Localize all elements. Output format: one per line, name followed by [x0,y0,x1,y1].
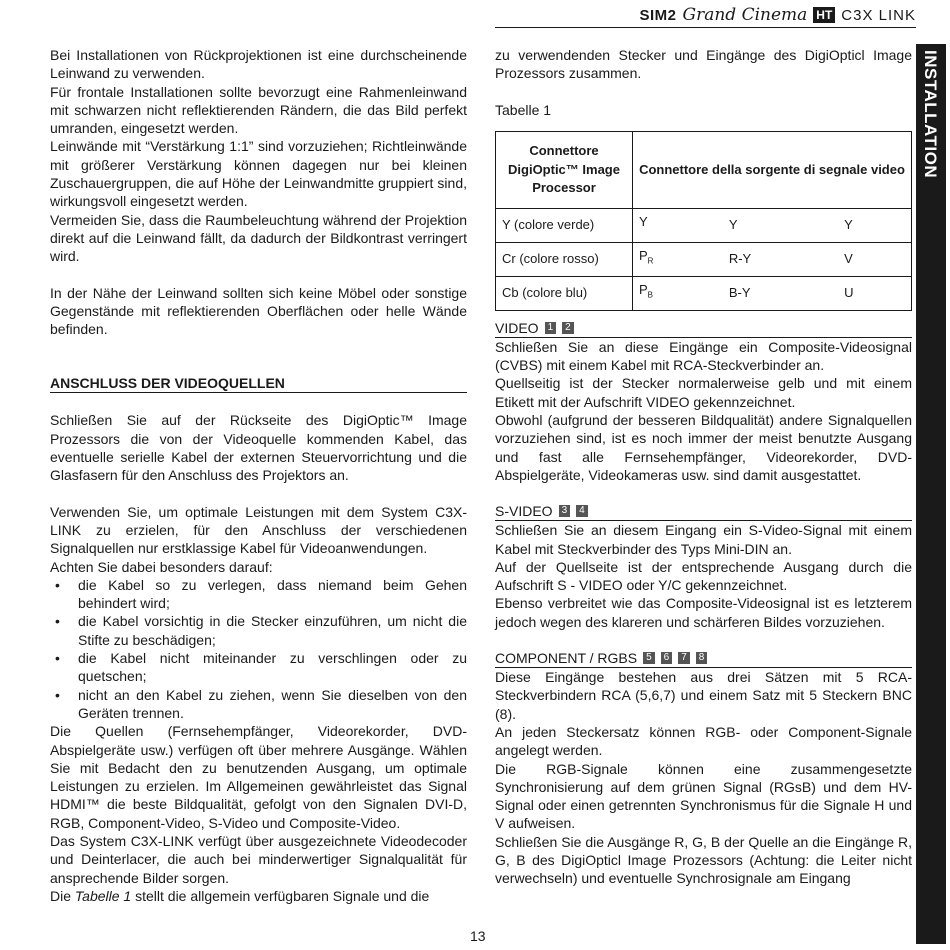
table-reference: Tabelle 1 [74,887,132,904]
brand-model: Grand Cinema [682,5,808,25]
section-heading-svideo [495,502,912,521]
paragraph: Schließen Sie auf der Rückseite des DigiOptic™ Image Prozessors die von der Videoquelle kommenden Kabel, das eventuelle serielle Kabel der externen Steuervorrichtung und die Glasfasern für den Anschluss des Projektors an. [50,412,467,484]
table-header-cell: Connettore della sorgente di segnale video [633,131,912,208]
paragraph: Verwenden Sie, um optimale Leistungen mit dem System C3X-LINK zu erzielen, für den Anschluss der verschiedenen Signalquellen nur erstklassige Kabel für Videoanwendungen. [50,503,467,557]
brand-sim: SIM2 [639,6,677,24]
section-heading-video [495,319,912,338]
page-header [639,4,916,26]
table-header-cell: Connettore DigiOptic™ Image Processor [496,131,633,208]
input-number-badge: 1 [545,322,557,334]
table-cell: V [838,242,911,276]
table-cell: Y (colore verde) [496,208,633,242]
table-cell: Cr (colore rosso) [496,242,633,276]
input-number-badge: 2 [562,322,574,334]
cell-subscript: B [647,291,654,301]
table-cell: R-Y [723,242,838,276]
table-cell: Y [838,208,911,242]
paragraph: Diese Eingänge bestehen aus drei Sätzen mit 5 RCA-Steckverbindern RCA (5,6,7) und einem Satz mit 5 Steckern BNC (8). [495,669,912,722]
cell-text: P [639,282,648,298]
cell-text: Y [639,214,648,230]
input-number-badge: 4 [576,505,588,517]
table-cell: Cb (colore blu) [496,276,633,310]
table-cell: Y [723,208,838,242]
list-item: • die Kabel vorsichtig in die Stecker einzuführen, um nicht die Stifte zu beschädigen; [50,612,467,649]
bullet-list [50,576,467,722]
header-rule [495,27,916,28]
list-item: • die Kabel so zu verlegen, dass niemand beim Gehen behindert wird; [50,576,467,613]
table-cell: U [838,276,911,310]
paragraph: Vermeiden Sie, dass die Raumbeleuchtung während der Projektion direkt auf die Leinwand fällt, da dadurch der Bildkontrast verringert wird. [50,211,467,265]
table-row [496,276,912,310]
table-row [496,242,912,276]
connector-table [495,131,912,311]
section-title: COMPONENT / RGBS [495,650,638,667]
input-number-badge: 8 [696,652,708,664]
paragraph: Schließen Sie die Ausgänge R, G, B der Quelle an die Eingänge R, G, B des DigiOpticl Image Prozessors (Achtung: die Leiter nicht verwechseln) und eventuelle Synchrosignale am Eingang [495,833,912,887]
paragraph: Das System C3X-LINK verfügt über ausgezeichnete Videodecoder und Deinterlacer, die auch bei minderwertiger Signalqualität für ansprechende Bilder sorgen. [50,832,467,886]
paragraph: Achten Sie dabei besonders darauf: [50,558,273,575]
table-cell [633,208,723,242]
section-title: VIDEO [495,319,539,336]
paragraph: Für frontale Installationen sollte bevorzugt eine Rahmenleinwand mit schwarzen nicht reflektierenden Rändern, die das Bild perfekt umranden, eingesetzt werden. [50,83,467,137]
section-heading-component [495,649,912,668]
input-number-badge: 3 [559,505,571,517]
text: stellt die allgemein verfügbaren Signale und die [131,887,430,904]
paragraph: Auf der Quellseite ist der entsprechende Ausgang durch die Aufschrift S - VIDEO oder Y/C gekennzeichnet. [495,558,912,594]
table-cell [633,242,723,276]
paragraph [50,887,467,905]
table-header-row [496,131,912,208]
paragraph: Schließen Sie an diese Eingänge ein Composite-Videosignal (CVBS) mit einem Kabel mit RCA-Steckverbinder an. [495,338,912,374]
text: Die [50,887,75,904]
paragraph: Ebenso verbreitet wie das Composite-Videosignal ist es letzterem jedoch wegen des klareren und schärferen Bildes vorzuziehen. [495,595,912,630]
paragraph: Leinwände mit “Verstärkung 1:1” sind vorzuziehen; Richtleinwände mit größerer Verstärkung können dagegen nur bei kleinen Zuschauergruppen, die auf Höhe der Leinwandmitte gruppiert sind, wirkungsvoll eingesetzt werden. [50,138,467,210]
paragraph: Quellseitig ist der Stecker normalerweise gelb und mit einem Etikett mit der Aufschrift VIDEO gekennzeichnet. [495,375,912,410]
paragraph: In der Nähe der Leinwand sollten sich keine Möbel oder sonstige Gegenstände mit reflektierenden Oberflächen oder helle Wände befinden. [50,284,467,338]
paragraph: Die RGB-Signale können eine zusammengesetzte Synchronisierung auf dem grünen Signal (RGsB) und dem HV-Signal oder einen getrennten Synchronismus für die Signale H und V aufweisen. [495,760,912,832]
side-tab [916,44,946,944]
left-column [50,46,467,905]
cell-subscript: R [647,257,654,267]
section-heading: ANSCHLUSS DER VIDEOQUELLEN [50,374,467,393]
list-item: • nicht an den Kabel zu ziehen, wenn Sie dieselben von den Geräten trennen. [50,686,467,723]
input-number-badge: 6 [661,652,673,664]
input-number-badge: 5 [643,652,655,664]
table-row [496,208,912,242]
brand-ht: HT [813,7,835,23]
paragraph: Bei Installationen von Rückprojektionen ist eine durchscheinende Leinwand zu verwenden. [50,47,467,82]
table-caption: Tabelle 1 [495,101,552,118]
paragraph: zu verwendenden Stecker und Eingänge des DigiOpticl Image Prozessors zusammen. [495,47,912,82]
table-cell [633,276,723,310]
list-item: • die Kabel nicht miteinander zu verschlingen oder zu quetschen; [50,649,467,686]
side-tab-label: INSTALLATION [921,50,940,179]
input-number-badge: 7 [678,652,690,664]
right-column [495,46,912,888]
table-cell: B-Y [723,276,838,310]
section-title: S-VIDEO [495,503,553,520]
brand-c3x: C3X LINK [841,6,916,24]
paragraph: An jeden Steckersatz können RGB- oder Component-Signale angelegt werden. [495,723,912,759]
paragraph: Schließen Sie an diesem Eingang ein S-Video-Signal mit einem Kabel mit Steckverbinder des Typs Mini-DIN an. [495,522,912,557]
paragraph: Obwohl (aufgrund der besseren Bildqualität) andere Signalquellen vorzuziehen sind, ist es noch immer der meist benutzte Ausgang und fast alle Fernsehempfänger, Videorekorder, DVD-Abspielgeräte, Videokameras usw. sind damit ausgestattet. [495,412,912,483]
page-number: 13 [470,928,486,944]
cell-text: P [639,248,648,264]
paragraph: Die Quellen (Fernsehempfänger, Videorekorder, DVD-Abspielgeräte usw.) verfügen oft über mehrere Ausgänge. Wählen Sie mit Bedacht den zu benutzenden Ausgang, um optimale Leistungen zu erzielen. Im Allgemeinen gewährleistet das Signal HDMI™ die beste Bildqualität, gefolgt von den Signalen DVI-D, RGB, Component-Video, S-Video und Composite-Video. [50,723,467,831]
